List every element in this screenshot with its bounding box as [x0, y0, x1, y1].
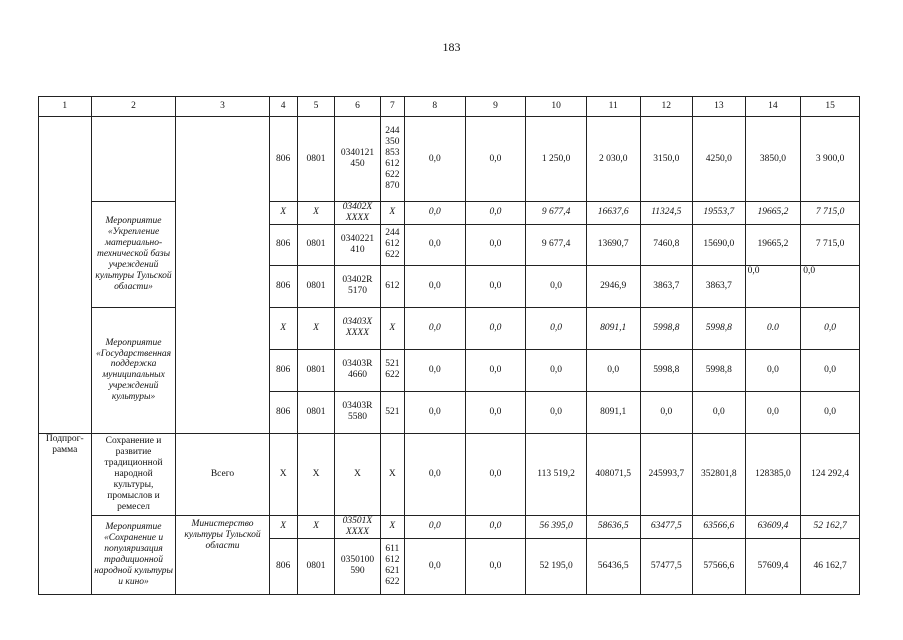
header-cell-1: 1: [39, 97, 92, 117]
cell-value: 9 677,4: [526, 224, 587, 265]
cell-section: Х: [297, 433, 334, 515]
cell-value: 16637,6: [586, 202, 640, 225]
cell-value: 3850,0: [745, 117, 801, 202]
cell-value: 0,0: [404, 391, 465, 433]
header-cell-6: 6: [335, 97, 380, 117]
cell-code: 0340121 450: [335, 117, 380, 202]
cell-value: 9 677,4: [526, 202, 587, 225]
cell-value: 57566,6: [693, 538, 746, 594]
table-row: [39, 117, 860, 202]
cell-vr: 612: [380, 265, 404, 307]
cell-value: 7 715,0: [801, 202, 860, 225]
cell-section: 0801: [297, 538, 334, 594]
cell-value: 0,0: [526, 391, 587, 433]
cell-value: 3 900,0: [801, 117, 860, 202]
cell-vr: Х: [380, 515, 404, 538]
col2-empty: [91, 117, 176, 202]
measure-name: Мероприятие «Сохранение и популяризация традиционной народной культуры и кино»: [91, 515, 176, 594]
header-cell-13: 13: [693, 97, 746, 117]
subprogram-name: Сохранение и развитие традиционной народной культуры, промыслов и ремесел: [91, 433, 176, 515]
cell-value: 15690,0: [693, 224, 746, 265]
cell-org: 806: [269, 349, 297, 391]
header-cell-5: 5: [297, 97, 334, 117]
cell-value: 352801,8: [693, 433, 746, 515]
col1-empty: [39, 117, 92, 434]
cell-code: Х: [335, 433, 380, 515]
cell-value: 13690,7: [586, 224, 640, 265]
cell-code: 03501Х ХХХХ: [335, 515, 380, 538]
cell-code: 03403R 5580: [335, 391, 380, 433]
cell-org: 806: [269, 265, 297, 307]
cell-org: Х: [269, 307, 297, 349]
responsible: Министерство культуры Тульской области: [176, 515, 269, 594]
header-cell-15: 15: [801, 97, 860, 117]
table-row: [39, 515, 860, 538]
cell-value: 19665,2: [745, 202, 801, 225]
cell-vr: 244 350 853 612 622 870: [380, 117, 404, 202]
cell-org: Х: [269, 433, 297, 515]
cell-org: 806: [269, 391, 297, 433]
cell-value: 408071,5: [586, 433, 640, 515]
cell-value: 0,0: [465, 538, 526, 594]
cell-vr: 521: [380, 391, 404, 433]
cell-org: 806: [269, 224, 297, 265]
cell-value: 3863,7: [693, 265, 746, 307]
cell-value: 5998,8: [693, 307, 746, 349]
cell-value: 57609,4: [745, 538, 801, 594]
measure-name: Мероприятие «Государственная поддержка муниципальных учреждений культуры»: [91, 307, 176, 433]
cell-value: 52 195,0: [526, 538, 587, 594]
cell-value: 0,0: [801, 391, 860, 433]
cell-value: 19665,2: [745, 224, 801, 265]
header-cell-10: 10: [526, 97, 587, 117]
cell-value: 0,0: [465, 391, 526, 433]
cell-org: Х: [269, 202, 297, 225]
cell-value: 0,0: [465, 515, 526, 538]
cell-section: Х: [297, 202, 334, 225]
cell-value: 124 292,4: [801, 433, 860, 515]
cell-value: 5998,8: [640, 349, 693, 391]
cell-section: Х: [297, 515, 334, 538]
header-cell-12: 12: [640, 97, 693, 117]
cell-value: 11324,5: [640, 202, 693, 225]
cell-value: 0,0: [801, 265, 860, 307]
cell-value: 0,0: [404, 117, 465, 202]
cell-value: 0,0: [693, 391, 746, 433]
cell-value: 52 162,7: [801, 515, 860, 538]
header-row: [39, 97, 860, 117]
col3-empty: [176, 117, 269, 434]
cell-value: 0,0: [586, 349, 640, 391]
cell-value: 5998,8: [693, 349, 746, 391]
cell-value: 8091,1: [586, 391, 640, 433]
cell-value: 0,0: [404, 265, 465, 307]
header-cell-2: 2: [91, 97, 176, 117]
cell-section: 0801: [297, 117, 334, 202]
cell-code: 03403R 4660: [335, 349, 380, 391]
cell-value: 0,0: [404, 515, 465, 538]
cell-value: 0,0: [526, 265, 587, 307]
cell-value: 4250,0: [693, 117, 746, 202]
cell-value: 2946,9: [586, 265, 640, 307]
header-cell-3: 3: [176, 97, 269, 117]
cell-value: 0,0: [526, 349, 587, 391]
cell-value: 0,0: [526, 307, 587, 349]
cell-value: 0,0: [801, 349, 860, 391]
cell-value: 5998,8: [640, 307, 693, 349]
cell-value: 58636,5: [586, 515, 640, 538]
cell-value: 8091,1: [586, 307, 640, 349]
cell-value: 46 162,7: [801, 538, 860, 594]
cell-value: 0,0: [404, 202, 465, 225]
cell-value: 128385,0: [745, 433, 801, 515]
cell-value: 0,0: [465, 349, 526, 391]
cell-section: 0801: [297, 391, 334, 433]
cell-value: 0,0: [745, 391, 801, 433]
cell-value: 0,0: [745, 265, 801, 307]
cell-value: 113 519,2: [526, 433, 587, 515]
cell-vr: 521 622: [380, 349, 404, 391]
header-cell-4: 4: [269, 97, 297, 117]
cell-value: 0.0: [745, 307, 801, 349]
cell-code: 0340221 410: [335, 224, 380, 265]
cell-code: 0350100 590: [335, 538, 380, 594]
cell-value: 7 715,0: [801, 224, 860, 265]
cell-value: 0,0: [404, 224, 465, 265]
cell-vr: Х: [380, 433, 404, 515]
cell-value: 7460,8: [640, 224, 693, 265]
cell-value: 0,0: [404, 433, 465, 515]
cell-value: 0,0: [404, 538, 465, 594]
page-number: 183: [442, 40, 461, 54]
cell-value: 63477,5: [640, 515, 693, 538]
cell-org: 806: [269, 538, 297, 594]
header-cell-11: 11: [586, 97, 640, 117]
cell-org: Х: [269, 515, 297, 538]
header-cell-9: 9: [465, 97, 526, 117]
cell-value: 63609,4: [745, 515, 801, 538]
cell-value: 0,0: [465, 433, 526, 515]
cell-value: 0,0: [465, 265, 526, 307]
cell-value: 0,0: [465, 307, 526, 349]
table-row: [39, 433, 860, 515]
cell-value: 1 250,0: [526, 117, 587, 202]
table-row: [39, 202, 860, 225]
header-cell-8: 8: [404, 97, 465, 117]
cell-section: 0801: [297, 265, 334, 307]
cell-vr: Х: [380, 307, 404, 349]
cell-value: 3863,7: [640, 265, 693, 307]
cell-section: 0801: [297, 224, 334, 265]
cell-org: 806: [269, 117, 297, 202]
cell-value: 56 395,0: [526, 515, 587, 538]
budget-table: [38, 96, 860, 595]
cell-value: 245993,7: [640, 433, 693, 515]
cell-value: 3150,0: [640, 117, 693, 202]
cell-value: 0,0: [801, 307, 860, 349]
cell-code: 03402Х ХХХХ: [335, 202, 380, 225]
cell-vr: Х: [380, 202, 404, 225]
subprogram-label: Подпрог- рамма: [39, 433, 92, 594]
responsible: Всего: [176, 433, 269, 515]
cell-value: 0,0: [465, 202, 526, 225]
cell-section: 0801: [297, 349, 334, 391]
cell-value: 0,0: [465, 117, 526, 202]
cell-value: 56436,5: [586, 538, 640, 594]
header-cell-7: 7: [380, 97, 404, 117]
cell-section: Х: [297, 307, 334, 349]
cell-value: 0,0: [404, 307, 465, 349]
cell-code: 03402R 5170: [335, 265, 380, 307]
cell-vr: 244 612 622: [380, 224, 404, 265]
cell-code: 03403Х ХХХХ: [335, 307, 380, 349]
cell-vr: 611 612 621 622: [380, 538, 404, 594]
cell-value: 2 030,0: [586, 117, 640, 202]
table-row: [39, 307, 860, 349]
cell-value: 19553,7: [693, 202, 746, 225]
header-cell-14: 14: [745, 97, 801, 117]
cell-value: 0,0: [465, 224, 526, 265]
cell-value: 63566,6: [693, 515, 746, 538]
cell-value: 57477,5: [640, 538, 693, 594]
cell-value: 0,0: [745, 349, 801, 391]
measure-name: Мероприятие «Укрепление материально-технической базы учреждений культуры Тульской области»: [91, 202, 176, 308]
cell-value: 0,0: [640, 391, 693, 433]
cell-value: 0,0: [404, 349, 465, 391]
